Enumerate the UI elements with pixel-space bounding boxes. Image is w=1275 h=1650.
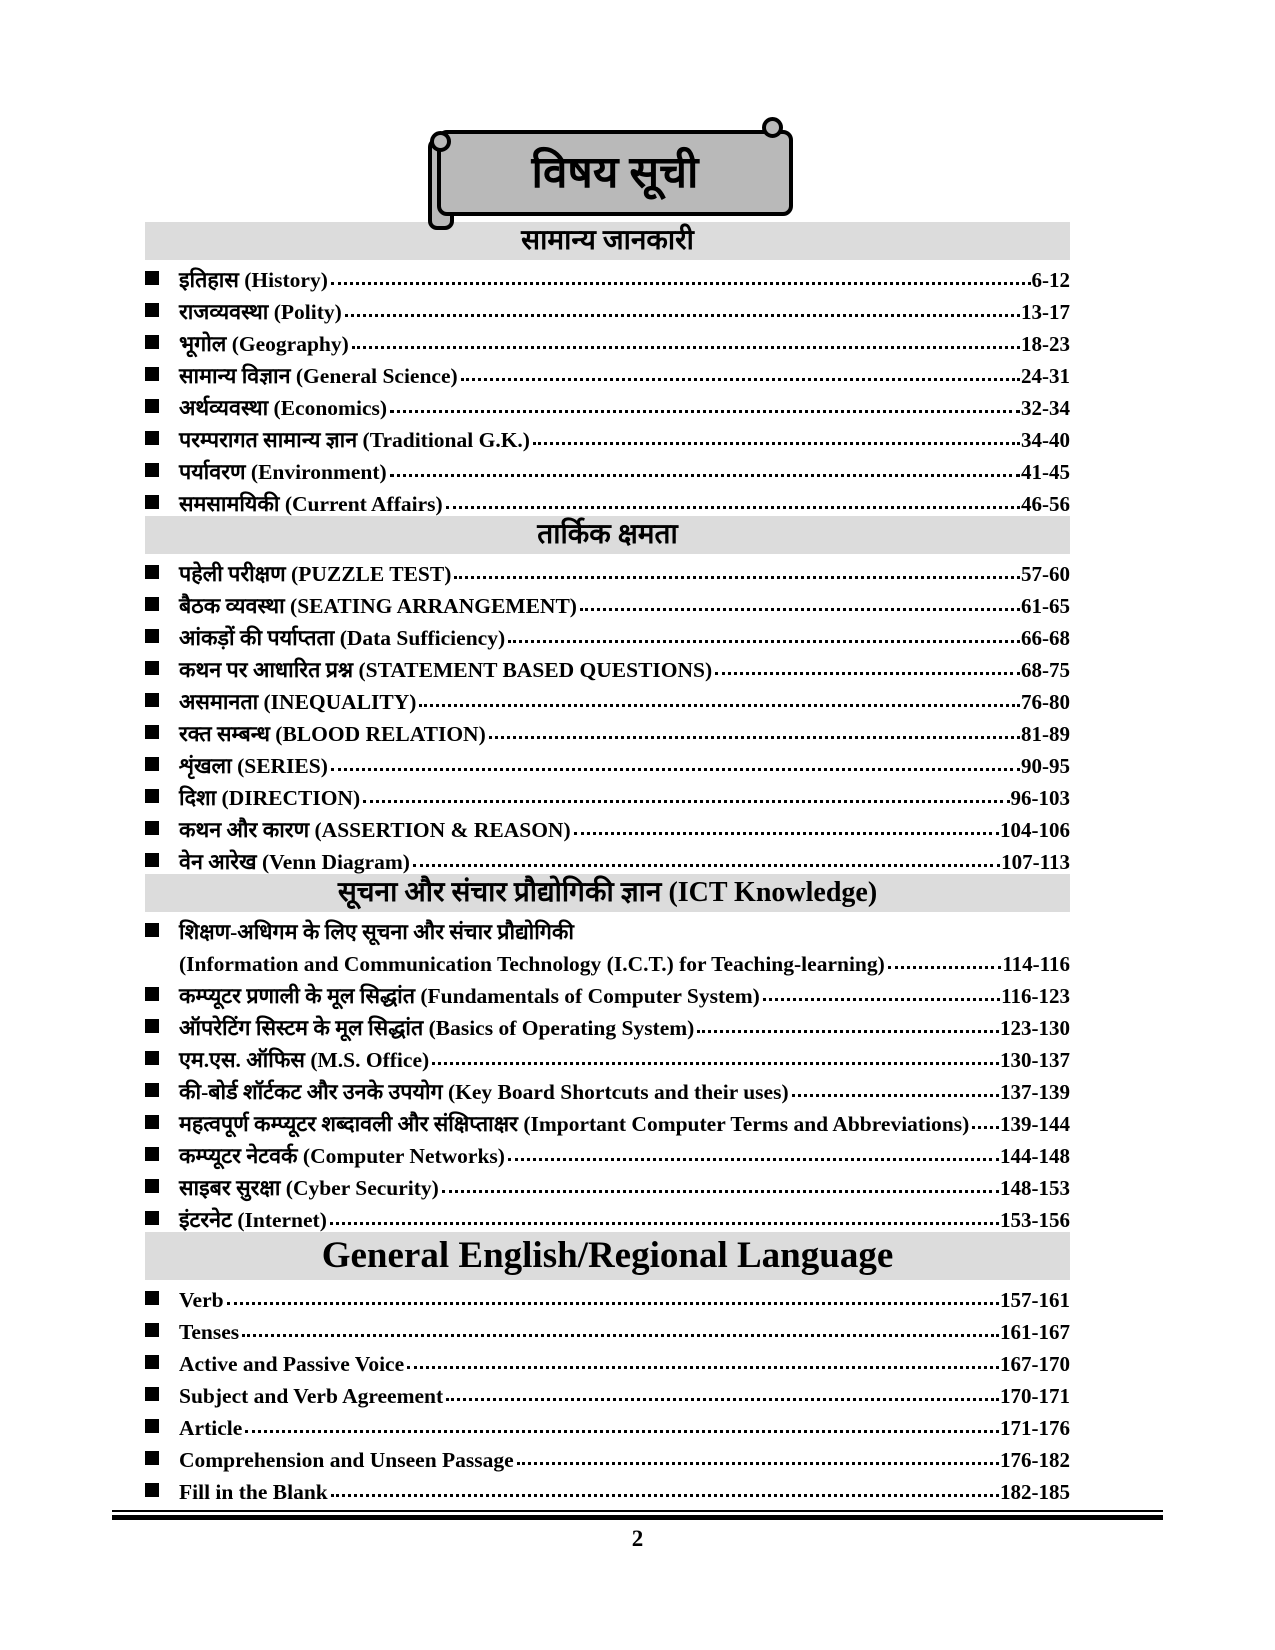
dot-leader [574, 832, 999, 835]
toc-entry-label: बैठक व्यवस्था (SEATING ARRANGEMENT) [179, 594, 577, 619]
page-number: 2 [631, 1526, 644, 1551]
toc-entry-label: Tenses [179, 1320, 240, 1345]
dot-leader [331, 282, 1031, 285]
toc-entry-pages: 6-12 [1031, 267, 1070, 292]
toc-entry [145, 714, 1070, 746]
toc-entry-pages: 130-137 [1000, 1047, 1070, 1072]
toc-entry-pages: 46-56 [1021, 491, 1070, 516]
square-bullet-icon [145, 757, 159, 771]
dot-leader [508, 1158, 999, 1161]
toc-entry-label: पहेली परीक्षण (PUZZLE TEST) [179, 562, 452, 587]
toc-entry-label: की-बोर्ड शॉर्टकट और उनके उपयोग (Key Board Shortcuts and their uses) [179, 1080, 789, 1105]
toc-entry-pages: 34-40 [1021, 427, 1070, 452]
toc-entry-label: Comprehension and Unseen Passage [179, 1448, 514, 1473]
toc-entry [145, 1408, 1070, 1440]
toc-entry-label: महत्वपूर्ण कम्प्यूटर शब्दावली और संक्षिप्ताक्षर (Important Computer Terms and Abbreviations) [179, 1112, 970, 1137]
toc-entry-pages: 139-144 [1000, 1111, 1070, 1136]
toc-entry [145, 420, 1070, 452]
toc-entry-pages: 123-130 [1000, 1015, 1070, 1040]
square-bullet-icon [145, 367, 159, 381]
toc-entry [145, 746, 1070, 778]
scroll-curl-left-icon [430, 131, 451, 152]
dot-leader [461, 378, 1020, 381]
toc-entry-label: शिक्षण-अधिगम के लिए सूचना और संचार प्रौद्योगिकी [179, 920, 574, 945]
toc-entry [145, 912, 1070, 944]
toc-entry-pages: 66-68 [1021, 625, 1070, 650]
toc-entry-pages: 18-23 [1021, 331, 1070, 356]
square-bullet-icon [145, 271, 159, 285]
dot-leader [432, 1062, 999, 1065]
toc-entry-pages: 170-171 [1000, 1383, 1070, 1408]
square-bullet-icon [145, 335, 159, 349]
toc-entry-pages: 76-80 [1021, 689, 1070, 714]
toc-entry [145, 1168, 1070, 1200]
toc-entry-label: Active and Passive Voice [179, 1352, 405, 1377]
dot-leader [330, 1222, 999, 1225]
toc-entry-label: शृंखला (SERIES) [179, 754, 328, 779]
dot-leader [446, 506, 1020, 509]
toc-entry [145, 1104, 1070, 1136]
toc-entry-pages: 157-161 [1000, 1287, 1070, 1312]
dot-leader [580, 608, 1020, 611]
dot-leader [508, 640, 1020, 643]
toc-body [145, 222, 1070, 1504]
toc-entry-pages: 24-31 [1021, 363, 1070, 388]
square-bullet-icon [145, 565, 159, 579]
toc-entry-pages: 81-89 [1021, 721, 1070, 746]
section-header-general-english: General English/Regional Language [145, 1232, 1070, 1280]
toc-entry [145, 388, 1070, 420]
toc-entry-label: ऑपरेटिंग सिस्टम के मूल सिद्धांत (Basics of Operating System) [179, 1016, 695, 1041]
toc-entry-pages: 167-170 [1000, 1351, 1070, 1376]
dot-leader [352, 346, 1020, 349]
title-banner [437, 130, 793, 216]
section-header-general-knowledge: सामान्य जानकारी [145, 222, 1070, 260]
toc-entry-pages: 171-176 [1000, 1415, 1070, 1440]
dot-leader [245, 1430, 999, 1433]
toc-entry-pages: 153-156 [1000, 1207, 1070, 1232]
square-bullet-icon [145, 821, 159, 835]
dot-leader [442, 1190, 999, 1193]
square-bullet-icon [145, 1291, 159, 1305]
square-bullet-icon [145, 923, 159, 937]
toc-entry-pages: 90-95 [1021, 753, 1070, 778]
toc-entry-label: एम.एस. ऑफिस (M.S. Office) [179, 1048, 430, 1073]
toc-entry [145, 842, 1070, 874]
square-bullet-icon [145, 789, 159, 803]
toc-entry-label: साइबर सुरक्षा (Cyber Security) [179, 1176, 439, 1201]
square-bullet-icon [145, 597, 159, 611]
toc-entry-label: पर्यावरण (Environment) [179, 460, 387, 485]
toc-entry [145, 1472, 1070, 1504]
toc-entry [145, 810, 1070, 842]
dot-leader [407, 1366, 999, 1369]
dot-leader [489, 736, 1020, 739]
toc-entry [145, 1040, 1070, 1072]
square-bullet-icon [145, 1083, 159, 1097]
toc-entry-pages: 144-148 [1000, 1143, 1070, 1168]
square-bullet-icon [145, 1211, 159, 1225]
dot-leader [331, 768, 1020, 771]
toc-entry [145, 1312, 1070, 1344]
dot-leader [345, 314, 1020, 317]
dot-leader [363, 800, 1009, 803]
toc-entry [145, 1344, 1070, 1376]
toc-entry-label: कथन और कारण (ASSERTION & REASON) [179, 818, 571, 843]
toc-entry-pages: 57-60 [1021, 561, 1070, 586]
dot-leader [413, 864, 1000, 867]
square-bullet-icon [145, 431, 159, 445]
toc-entry-label: Verb [179, 1288, 224, 1313]
toc-entry-pages: 104-106 [1000, 817, 1070, 842]
toc-entry [145, 292, 1070, 324]
dot-leader [390, 474, 1020, 477]
square-bullet-icon [145, 399, 159, 413]
dot-leader [517, 1462, 999, 1465]
square-bullet-icon [145, 1115, 159, 1129]
toc-entry-pages: 32-34 [1021, 395, 1070, 420]
toc-entry [145, 452, 1070, 484]
square-bullet-icon [145, 1355, 159, 1369]
toc-entry-label: सामान्य विज्ञान (General Science) [179, 364, 458, 389]
toc-entry-label: अर्थव्यवस्था (Economics) [179, 396, 388, 421]
toc-entry-pages: 96-103 [1010, 785, 1070, 810]
dot-leader [533, 442, 1020, 445]
toc-entry [145, 324, 1070, 356]
toc-entry-pages: 114-116 [1002, 951, 1070, 976]
toc-entry [145, 1280, 1070, 1312]
toc-entry-label: Fill in the Blank [179, 1480, 328, 1505]
toc-entry-label: राजव्यवस्था (Polity) [179, 300, 342, 325]
square-bullet-icon [145, 1051, 159, 1065]
bullet-spacer [145, 955, 159, 969]
dot-leader [331, 1494, 999, 1497]
toc-entry [145, 1376, 1070, 1408]
square-bullet-icon [145, 463, 159, 477]
toc-entry-pages: 182-185 [1000, 1479, 1070, 1504]
square-bullet-icon [145, 725, 159, 739]
toc-entry-label: Article [179, 1416, 243, 1441]
toc-entry-label: इंटरनेट (Internet) [179, 1208, 327, 1233]
dot-leader [792, 1094, 999, 1097]
toc-entry-label: आंकड़ों की पर्याप्तता (Data Sufficiency) [179, 626, 506, 651]
toc-entry-label: Subject and Verb Agreement [179, 1384, 444, 1409]
toc-entry [145, 1072, 1070, 1104]
toc-entry-label: कथन पर आधारित प्रश्न (STATEMENT BASED QUESTIONS) [179, 658, 713, 683]
square-bullet-icon [145, 661, 159, 675]
dot-leader [227, 1302, 999, 1305]
toc-entry [145, 618, 1070, 650]
toc-entry [145, 1008, 1070, 1040]
toc-entry-pages: 116-123 [1001, 983, 1070, 1008]
dot-leader [888, 966, 1002, 969]
dot-leader [390, 410, 1020, 413]
toc-entry-continuation [145, 944, 1070, 976]
square-bullet-icon [145, 1179, 159, 1193]
dot-leader [697, 1030, 999, 1033]
dot-leader [715, 672, 1020, 675]
toc-entry [145, 976, 1070, 1008]
toc-entry [145, 356, 1070, 388]
section-header-logical-ability: तार्किक क्षमता [145, 516, 1070, 554]
toc-entry-pages: 107-113 [1001, 849, 1070, 874]
toc-entry-pages: 41-45 [1021, 459, 1070, 484]
toc-entry-label: इतिहास (History) [179, 268, 328, 293]
toc-entry-label: समसामयिकी (Current Affairs) [179, 492, 443, 517]
dot-leader [419, 704, 1020, 707]
toc-entry [145, 554, 1070, 586]
dot-leader [446, 1398, 999, 1401]
toc-entry [145, 1136, 1070, 1168]
toc-entry-pages: 137-139 [1000, 1079, 1070, 1104]
dot-leader [454, 576, 1020, 579]
section-header-ict-knowledge: सूचना और संचार प्रौद्योगिकी ज्ञान (ICT Knowledge) [145, 874, 1070, 912]
toc-entry [145, 1200, 1070, 1232]
toc-entry-label: दिशा (DIRECTION) [179, 786, 361, 811]
toc-entry [145, 586, 1070, 618]
toc-entry-pages: 13-17 [1021, 299, 1070, 324]
square-bullet-icon [145, 1483, 159, 1497]
toc-entry [145, 1440, 1070, 1472]
square-bullet-icon [145, 987, 159, 1001]
toc-entry [145, 260, 1070, 292]
toc-entry-label: कम्प्यूटर प्रणाली के मूल सिद्धांत (Fundamentals of Computer System) [179, 984, 760, 1009]
toc-entry-pages: 176-182 [1000, 1447, 1070, 1472]
toc-entry-label: रक्त सम्बन्ध (BLOOD RELATION) [179, 722, 486, 747]
square-bullet-icon [145, 1419, 159, 1433]
square-bullet-icon [145, 1147, 159, 1161]
toc-entry-pages: 68-75 [1021, 657, 1070, 682]
toc-entry-label-line2: (Information and Communication Technology (I.C.T.) for Teaching-learning) [179, 952, 885, 977]
toc-entry-pages: 161-167 [1000, 1319, 1070, 1344]
dot-leader [972, 1126, 999, 1129]
square-bullet-icon [145, 1451, 159, 1465]
dot-leader [763, 998, 1000, 1001]
footer-divider [112, 1510, 1163, 1520]
page-title: विषय सूची [531, 148, 699, 197]
scroll-curl-right-icon [762, 117, 783, 138]
toc-entry [145, 484, 1070, 516]
dot-leader [242, 1334, 999, 1337]
toc-entry [145, 682, 1070, 714]
square-bullet-icon [145, 303, 159, 317]
toc-entry-label: कम्प्यूटर नेटवर्क (Computer Networks) [179, 1144, 505, 1169]
toc-entry-label: परम्परागत सामान्य ज्ञान (Traditional G.K.) [179, 428, 530, 453]
toc-entry-label: वेन आरेख (Venn Diagram) [179, 850, 410, 875]
toc-entry-label: असमानता (INEQUALITY) [179, 690, 417, 715]
square-bullet-icon [145, 693, 159, 707]
toc-entry [145, 778, 1070, 810]
square-bullet-icon [145, 1323, 159, 1337]
square-bullet-icon [145, 853, 159, 867]
toc-entry-label: भूगोल (Geography) [179, 332, 349, 357]
square-bullet-icon [145, 1387, 159, 1401]
toc-entry-pages: 61-65 [1021, 593, 1070, 618]
square-bullet-icon [145, 495, 159, 509]
toc-entry [145, 650, 1070, 682]
square-bullet-icon [145, 1019, 159, 1033]
toc-entry-pages: 148-153 [1000, 1175, 1070, 1200]
square-bullet-icon [145, 629, 159, 643]
